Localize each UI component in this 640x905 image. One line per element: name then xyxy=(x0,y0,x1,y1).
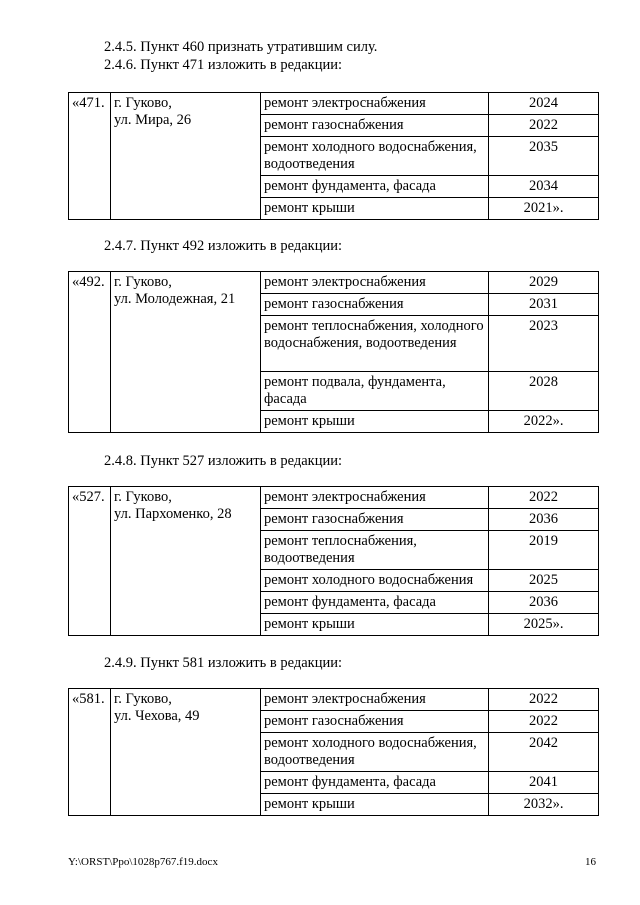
work-cell: ремонт крыши xyxy=(261,198,489,220)
work-cell: ремонт холодного водоснабжения, водоотведения xyxy=(261,137,489,176)
work-cell: ремонт газоснабжения xyxy=(261,711,489,733)
table-492 xyxy=(68,271,599,433)
work-cell: ремонт холодного водоснабжения xyxy=(261,570,489,592)
year-cell: 2024 xyxy=(489,93,599,115)
work-cell: ремонт фундамента, фасада xyxy=(261,176,489,198)
work-cell: ремонт электроснабжения xyxy=(261,487,489,509)
table-471 xyxy=(68,92,599,220)
work-cell: ремонт электроснабжения xyxy=(261,272,489,294)
address-street: ул. Мира, 26 xyxy=(114,112,192,128)
year-cell: 2036 xyxy=(489,592,599,614)
year-cell: 2035 xyxy=(489,137,599,176)
work-cell: ремонт крыши xyxy=(261,614,489,636)
year-cell: 2022 xyxy=(489,689,599,711)
year-cell: 2022». xyxy=(489,411,599,433)
year-cell: 2029 xyxy=(489,272,599,294)
table-527 xyxy=(68,486,599,636)
work-cell: ремонт фундамента, фасада xyxy=(261,772,489,794)
section-heading-527: 2.4.8. Пункт 527 изложить в редакции: xyxy=(104,453,343,469)
address-cell xyxy=(111,689,261,816)
item-number: «471. xyxy=(69,93,111,220)
section-heading-581: 2.4.9. Пункт 581 изложить в редакции: xyxy=(104,655,343,671)
year-cell: 2025». xyxy=(489,614,599,636)
year-cell: 2023 xyxy=(489,316,599,372)
address-city: г. Гуково, xyxy=(114,691,172,707)
address-city: г. Гуково, xyxy=(114,489,172,505)
year-cell: 2021». xyxy=(489,198,599,220)
year-cell: 2022 xyxy=(489,115,599,137)
year-cell: 2022 xyxy=(489,711,599,733)
work-cell: ремонт газоснабжения xyxy=(261,294,489,316)
year-cell: 2034 xyxy=(489,176,599,198)
intro-line-2: 2.4.6. Пункт 471 изложить в редакции: xyxy=(104,57,343,73)
year-cell: 2036 xyxy=(489,509,599,531)
table-row xyxy=(69,689,599,711)
address-city: г. Гуково, xyxy=(114,95,172,111)
address-street: ул. Молодежная, 21 xyxy=(114,291,236,307)
work-cell: ремонт подвала, фундамента, фасада xyxy=(261,372,489,411)
table-row xyxy=(69,93,599,115)
year-cell: 2032». xyxy=(489,794,599,816)
footer-file-path: Y:\ORST\Ppo\1028p767.f19.docx xyxy=(68,856,218,868)
work-cell: ремонт крыши xyxy=(261,411,489,433)
work-cell: ремонт электроснабжения xyxy=(261,689,489,711)
year-cell: 2028 xyxy=(489,372,599,411)
work-cell: ремонт теплоснабжения, водоотведения xyxy=(261,531,489,570)
address-cell xyxy=(111,487,261,636)
year-cell: 2042 xyxy=(489,733,599,772)
address-street: ул. Чехова, 49 xyxy=(114,708,200,724)
table-row xyxy=(69,487,599,509)
section-heading-492: 2.4.7. Пункт 492 изложить в редакции: xyxy=(104,238,343,254)
year-cell: 2031 xyxy=(489,294,599,316)
item-number: «581. xyxy=(69,689,111,816)
item-number: «492. xyxy=(69,272,111,433)
work-cell: ремонт фундамента, фасада xyxy=(261,592,489,614)
work-cell: ремонт электроснабжения xyxy=(261,93,489,115)
address-cell xyxy=(111,272,261,433)
work-cell: ремонт крыши xyxy=(261,794,489,816)
work-cell: ремонт теплоснабжения, холодного водоснабжения, водоотведения xyxy=(261,316,489,372)
item-number: «527. xyxy=(69,487,111,636)
footer-page-number: 16 xyxy=(585,856,596,868)
year-cell: 2022 xyxy=(489,487,599,509)
address-cell xyxy=(111,93,261,220)
year-cell: 2025 xyxy=(489,570,599,592)
table-581 xyxy=(68,688,599,816)
intro-line-1: 2.4.5. Пункт 460 признать утратившим силу. xyxy=(104,39,378,55)
work-cell: ремонт газоснабжения xyxy=(261,509,489,531)
year-cell: 2019 xyxy=(489,531,599,570)
year-cell: 2041 xyxy=(489,772,599,794)
work-cell: ремонт газоснабжения xyxy=(261,115,489,137)
address-city: г. Гуково, xyxy=(114,274,172,290)
work-cell: ремонт холодного водоснабжения, водоотведения xyxy=(261,733,489,772)
table-row xyxy=(69,272,599,294)
address-street: ул. Пархоменко, 28 xyxy=(114,506,232,522)
